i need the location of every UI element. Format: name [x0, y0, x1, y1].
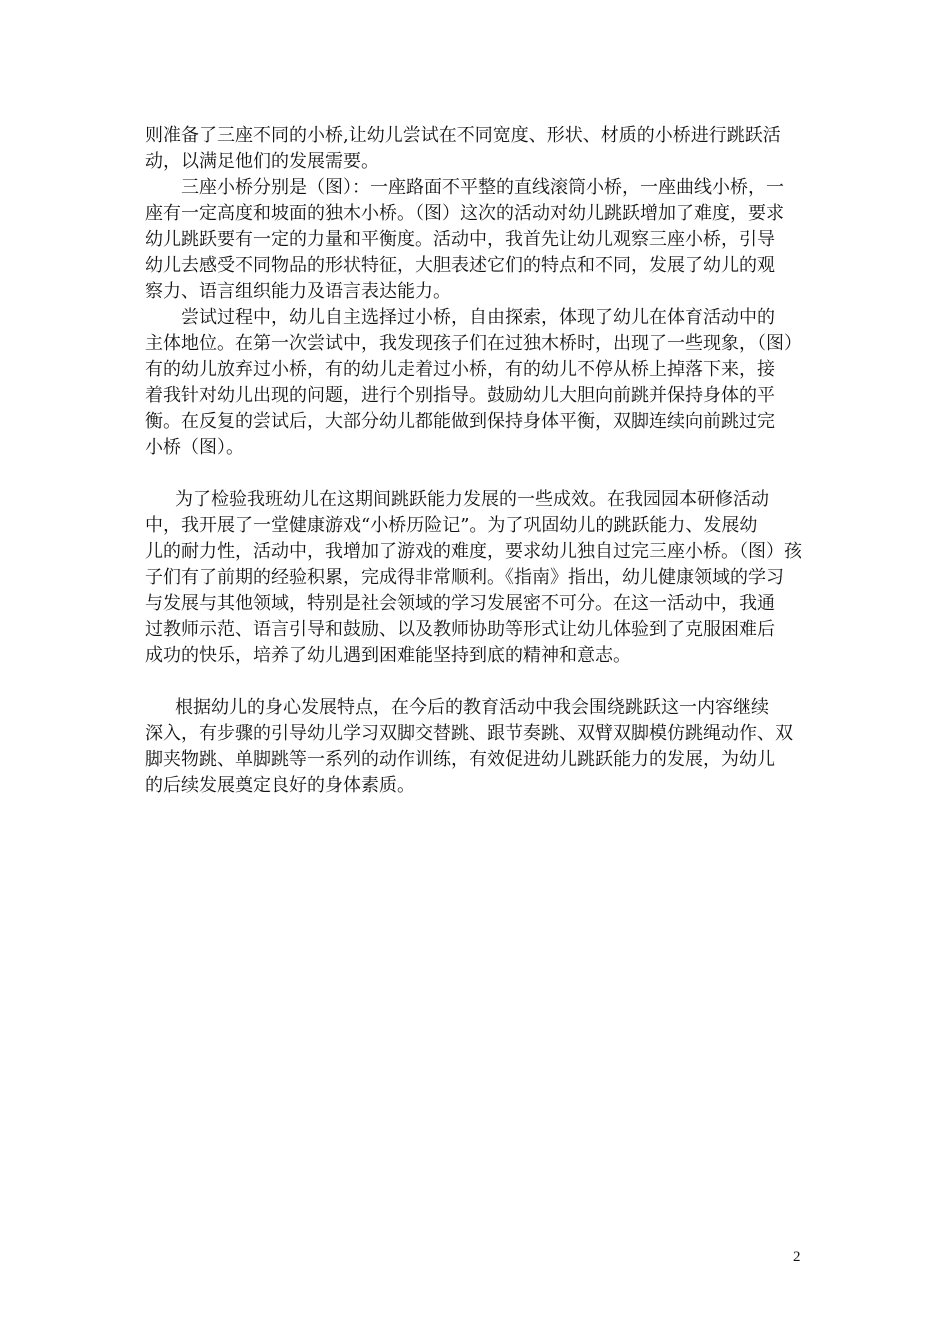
text-line: 幼儿跳跃要有一定的力量和平衡度。活动中，我首先让幼儿观察三座小桥，引导 — [145, 229, 775, 250]
text-line: 过教师示范、语言引导和鼓励、以及教师协助等形式让幼儿体验到了克服困难后 — [145, 619, 775, 640]
text-line: 中，我开展了一堂健康游戏“小桥历险记”。为了巩固幼儿的跳跃能力、发展幼 — [145, 515, 758, 536]
paragraph-trial-process — [145, 305, 809, 461]
text-line: 座有一定高度和坡面的独木小桥。（图）这次的活动对幼儿跳跃增加了难度，要求 — [145, 203, 784, 224]
text-line: 小桥（图）。 — [145, 437, 244, 458]
text-line: 衡。在反复的尝试后，大部分幼儿都能做到保持身体平衡，双脚连续向前跳过完 — [145, 411, 775, 432]
text-line: 尝试过程中，幼儿自主选择过小桥，自由探索，体现了幼儿在体育活动中的 — [181, 307, 775, 328]
text-line: 子们有了前期的经验积累，完成得非常顺利。《指南》指出，幼儿健康领域的学习 — [145, 567, 784, 588]
text-line: 有的幼儿放弃过小桥，有的幼儿走着过小桥，有的幼儿不停从桥上掉落下来，接 — [145, 359, 775, 380]
page-number: 2 — [793, 1249, 801, 1265]
text-line: 三座小桥分别是（图）：一座路面不平整的直线滚筒小桥，一座曲线小桥，一 — [181, 177, 784, 198]
text-line: 与发展与其他领域，特别是社会领域的学习发展密不可分。在这一活动中，我通 — [145, 593, 775, 614]
text-line: 成功的快乐，培养了幼儿遇到困难能坚持到底的精神和意志。 — [145, 645, 631, 666]
paragraph-three-bridges — [145, 175, 809, 305]
text-line: 主体地位。在第一次尝试中，我发现孩子们在过独木桥时，出现了一些现象，（图） — [145, 333, 802, 354]
paragraph-bridges-intro — [145, 123, 809, 175]
text-line: 着我针对幼儿出现的问题，进行个别指导。鼓励幼儿大胆向前跳并保持身体的平 — [145, 385, 775, 406]
text-line: 则准备了三座不同的小桥,让幼儿尝试在不同宽度、形状、材质的小桥进行跳跃活 — [145, 125, 781, 146]
paragraph-future-plans — [145, 695, 809, 799]
text-line: 的后续发展奠定良好的身体素质。 — [145, 775, 415, 796]
text-line: 儿的耐力性，活动中，我增加了游戏的难度，要求幼儿独自过完三座小桥。（图）孩 — [145, 541, 802, 562]
text-line: 幼儿去感受不同物品的形状特征，大胆表述它们的特点和不同，发展了幼儿的观 — [145, 255, 775, 276]
text-line: 脚夹物跳、单脚跳等一系列的动作训练，有效促进幼儿跳跃能力的发展，为幼儿 — [145, 749, 775, 770]
body-text — [145, 123, 809, 799]
text-line: 动，以满足他们的发展需要。 — [145, 151, 379, 172]
text-line: 察力、语言组织能力及语言表达能力。 — [145, 281, 451, 302]
text-line: 深入，有步骤的引导幼儿学习双脚交替跳、跟节奏跳、双臂双脚模仿跳绳动作、双 — [145, 723, 793, 744]
text-line: 为了检验我班幼儿在这期间跳跃能力发展的一些成效。在我园园本研修活动 — [175, 489, 769, 510]
paragraph-results — [145, 487, 809, 669]
text-line: 根据幼儿的身心发展特点，在今后的教育活动中我会围绕跳跃这一内容继续 — [175, 697, 769, 718]
